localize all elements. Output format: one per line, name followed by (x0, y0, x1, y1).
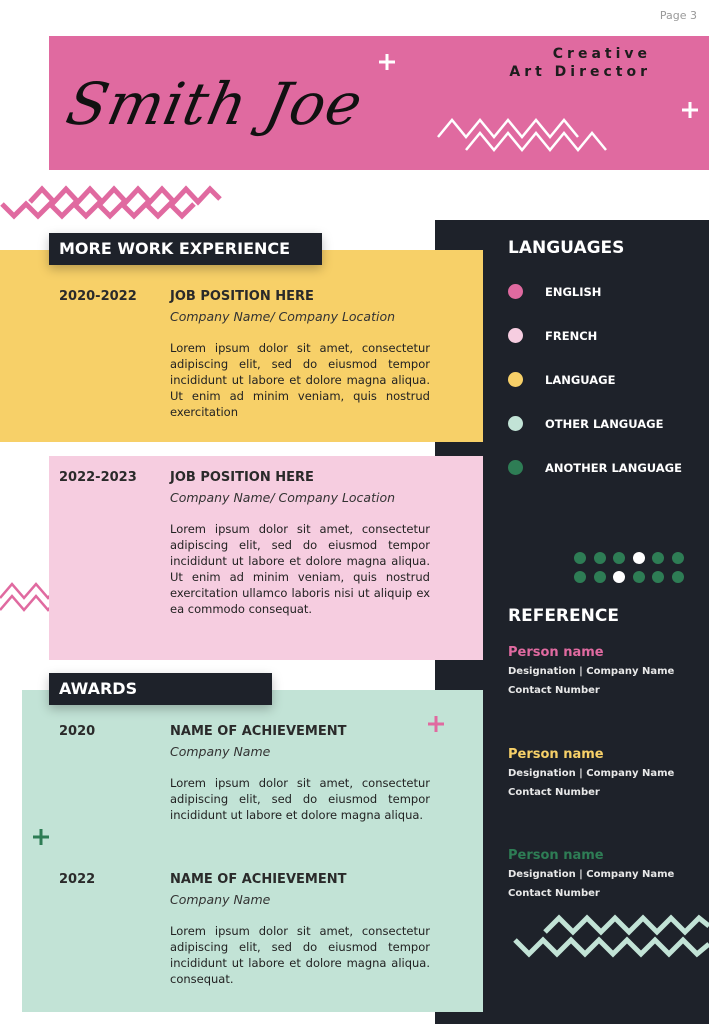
decor-dot (574, 571, 586, 583)
language-dot-icon (508, 328, 523, 343)
work-section-title: MORE WORK EXPERIENCE (49, 233, 322, 265)
job-position: JOB POSITION HERE (170, 470, 314, 485)
name-title: Smith Joe (60, 70, 370, 138)
language-item (508, 328, 597, 343)
achievement-name: NAME OF ACHIEVEMENT (170, 872, 347, 887)
work-years: 2022-2023 (59, 470, 137, 485)
language-dot-icon (508, 372, 523, 387)
page-number: Page 3 (659, 9, 697, 22)
reference-title: REFERENCE (508, 606, 619, 626)
award-entry (170, 872, 432, 987)
language-dot-icon (508, 416, 523, 431)
languages-title: LANGUAGES (508, 238, 625, 258)
achievement-name: NAME OF ACHIEVEMENT (170, 724, 347, 739)
language-label: ENGLISH (545, 284, 602, 299)
language-label: OTHER LANGUAGE (545, 416, 664, 431)
description: Lorem ipsum dolor sit amet, consectetur adipiscing elit, sed do eiusmod tempor incididunt ut labore et dolore magna aliqua. Ut enim ad minim veniam, quis nostrud exercitation ullamco laboris nisi ut aliquip ex ea commodo consequat. (170, 522, 430, 616)
language-dot-icon (508, 460, 523, 475)
zigzag-mint (515, 918, 709, 954)
role-line2: Art Director (509, 64, 651, 80)
awards-section-title: AWARDS (49, 673, 272, 705)
reference-name: Person name (508, 645, 604, 660)
language-item (508, 284, 601, 299)
company: Company Name (170, 892, 271, 907)
language-item (508, 460, 682, 475)
decor-dot (633, 552, 645, 564)
decor-dot (672, 571, 684, 583)
plus-icon (33, 829, 49, 845)
reference-item (508, 645, 674, 696)
decor-dot (672, 552, 684, 564)
reference-item (508, 848, 674, 899)
reference-contact: Contact Number (508, 786, 600, 798)
role-line1: Creative (552, 46, 651, 62)
work-entry (170, 289, 432, 420)
company: Company Name (170, 744, 271, 759)
work-entry (170, 470, 432, 617)
language-dot-icon (508, 284, 523, 299)
decor-dot (594, 552, 606, 564)
reference-contact: Contact Number (508, 685, 600, 696)
award-year: 2020 (59, 724, 96, 739)
job-position: JOB POSITION HERE (170, 289, 314, 304)
award-year: 2022 (59, 872, 96, 887)
decor-dot (594, 571, 606, 583)
language-item (508, 416, 663, 431)
decor-dot (574, 552, 586, 564)
reference-name: Person name (508, 848, 604, 863)
reference-item (508, 747, 674, 798)
company: Company Name/ Company Location (170, 490, 396, 505)
language-item (508, 372, 615, 387)
reference-designation: Designation | Company Name (508, 767, 675, 779)
reference-contact: Contact Number (508, 888, 600, 899)
reference-name: Person name (508, 746, 604, 762)
language-label: ANOTHER LANGUAGE (545, 460, 682, 475)
description: Lorem ipsum dolor sit amet, consectetur adipiscing elit, sed do eiusmod tempor incididunt ut labore et dolore magna aliqua. (170, 776, 430, 822)
decor-dot (633, 571, 645, 583)
company: Company Name/ Company Location (170, 309, 396, 324)
language-label: FRENCH (545, 328, 598, 343)
award-entry (170, 724, 432, 823)
description: Lorem ipsum dolor sit amet, consectetur adipiscing elit, sed do eiusmod tempor incididunt ut labore et dolore magna aliqua. Ut enim ad minim veniam, quis nostrud exercitation (170, 341, 430, 419)
language-label: LANGUAGE (545, 372, 616, 387)
work-years: 2020-2022 (59, 289, 137, 304)
description: Lorem ipsum dolor sit amet, consectetur adipiscing elit, sed do eiusmod tempor incididunt ut labore et dolore magna aliqua. consequat. (170, 924, 430, 986)
reference-designation: Designation | Company Name (508, 666, 675, 677)
reference-designation: Designation | Company Name (508, 869, 675, 880)
